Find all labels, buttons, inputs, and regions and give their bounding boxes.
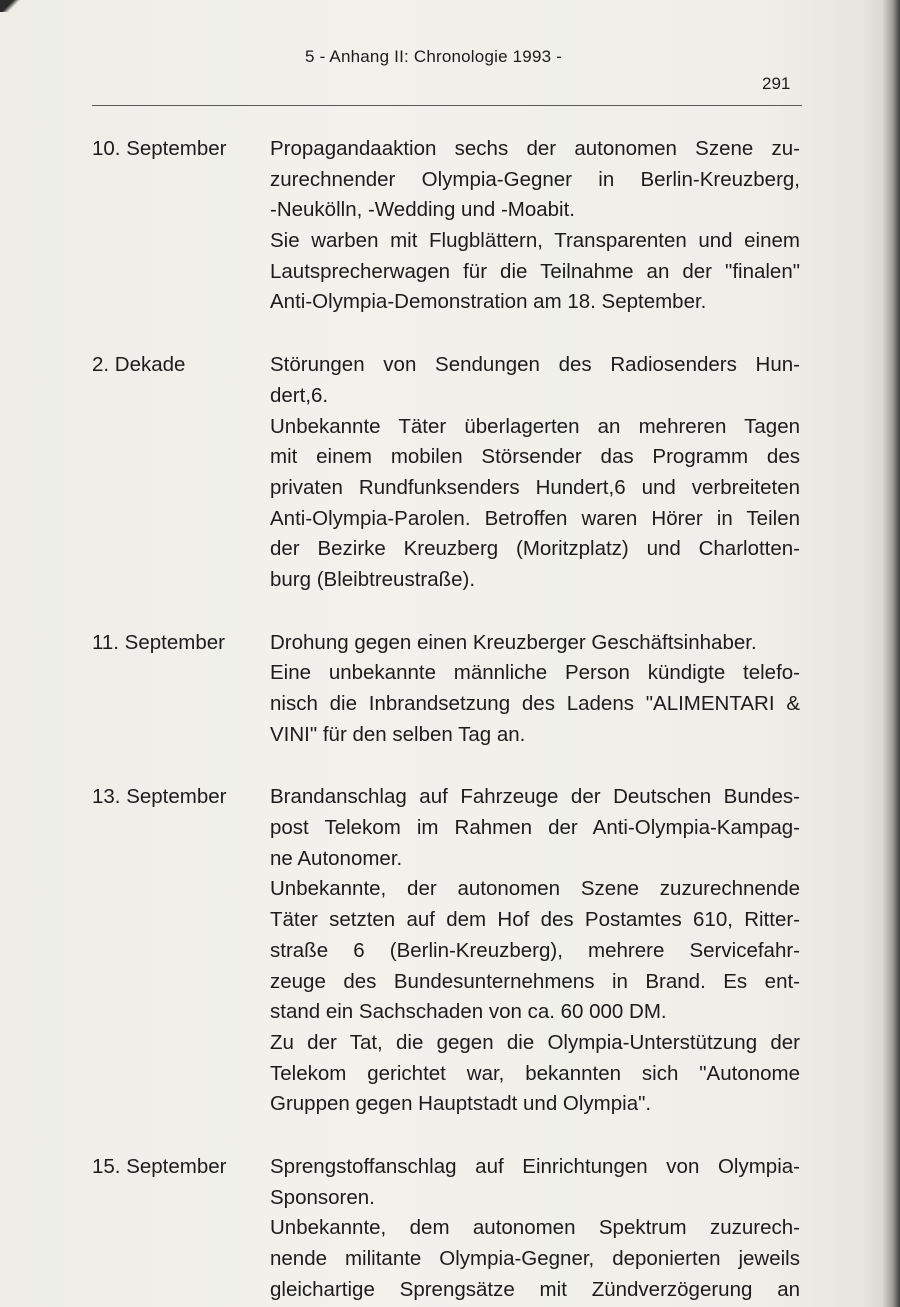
chronology-entry <box>92 350 812 596</box>
entry-text <box>270 1152 800 1305</box>
entry-date: 13. September <box>92 785 227 809</box>
entry-text <box>270 350 800 596</box>
entry-text <box>270 134 800 318</box>
entry-text <box>270 782 800 1120</box>
text-line: privaten Rundfunksenders Hundert,6 und verbreiteten <box>270 475 800 499</box>
text-line: -Neukölln, -Wedding und -Moabit. <box>270 198 575 222</box>
entry-date: 15. September <box>92 1154 227 1178</box>
text-line: Unbekannte, dem autonomen Spektrum zuzurech- <box>270 1216 800 1240</box>
text-line: Zu der Tat, die gegen die Olympia-Unterstützung der <box>270 1030 800 1054</box>
text-line: Sprengstoffanschlag auf Einrichtungen von Olympia- <box>270 1154 800 1178</box>
text-line: mit einem mobilen Störsender das Programm des <box>270 445 800 469</box>
text-line: zeuge des Bundesunternehmens in Brand. Es ent- <box>270 969 800 993</box>
text-line: Brandanschlag auf Fahrzeuge der Deutschen Bundes- <box>270 785 800 809</box>
text-line: Anti-Olympia-Parolen. Betroffen waren Hörer in Teilen <box>270 506 800 530</box>
entry-date: 11. September <box>92 630 225 654</box>
chronology-entry <box>92 782 812 1120</box>
chronology-entry <box>92 134 812 318</box>
text-line: Eine unbekannte männliche Person kündigte telefo- <box>270 661 800 685</box>
text-line: Unbekannte, der autonomen Szene zuzurechnende <box>270 877 800 901</box>
text-line: Lautsprecherwagen für die Teilnahme an der "finalen" <box>270 259 800 283</box>
text-line: post Telekom im Rahmen der Anti-Olympia-Kampag- <box>270 816 800 840</box>
text-line: Propagandaaktion sechs der autonomen Szene zu- <box>270 137 800 160</box>
binding-shadow <box>882 0 900 1307</box>
text-line: Telekom gerichtet war, bekannten sich "Autonome <box>270 1061 800 1085</box>
text-line: Unbekannte Täter überlagerten an mehreren Tagen <box>270 414 800 438</box>
chronology-entries <box>92 134 812 1305</box>
text-line: zurechnender Olympia-Gegner in Berlin-Kreuzberg, <box>270 167 800 191</box>
text-line: Drohung gegen einen Kreuzberger Geschäftsinhaber. <box>270 630 757 654</box>
text-line: Sponsoren. <box>270 1185 375 1209</box>
text-line: Gruppen gegen Hauptstadt und Olympia". <box>270 1092 652 1116</box>
entry-date: 2. Dekade <box>92 353 186 377</box>
page-number: 291 <box>762 74 791 93</box>
text-line: gleichartige Sprengsätze mit Zündverzögerung an <box>270 1277 800 1301</box>
text-line: der Bezirke Kreuzberg (Moritzplatz) und Charlotten- <box>270 537 800 561</box>
chronology-entry <box>92 628 812 751</box>
chronology-entry <box>92 1152 812 1305</box>
text-line: Sie warben mit Flugblättern, Transparenten und einem <box>270 229 800 253</box>
text-line: dert,6. <box>270 383 329 407</box>
text-line: Täter setzten auf dem Hof des Postamtes 610, Ritter- <box>270 908 800 932</box>
header-rule <box>92 105 802 106</box>
running-head: 5 - Anhang II: Chronologie 1993 - <box>305 47 563 66</box>
text-line: Anti-Olympia-Demonstration am 18. September. <box>270 290 707 314</box>
text-line: straße 6 (Berlin-Kreuzberg), mehrere Servicefahr- <box>270 938 800 962</box>
page-corner-shadow <box>0 0 22 12</box>
text-line: Störungen von Sendungen des Radiosenders Hun- <box>270 353 800 377</box>
text-line: nende militante Olympia-Gegner, deponierten jeweils <box>270 1247 800 1270</box>
text-line: burg (Bleibtreustraße). <box>270 567 476 591</box>
entry-text <box>270 628 800 751</box>
text-line: stand ein Sachschaden von ca. 60 000 DM. <box>270 1000 667 1024</box>
text-line: VINI" für den selben Tag an. <box>270 722 526 746</box>
entry-date: 10. September <box>92 137 227 160</box>
text-line: nisch die Inbrandsetzung des Ladens "ALIMENTARI & <box>270 692 800 715</box>
text-line: ne Autonomer. <box>270 846 403 870</box>
